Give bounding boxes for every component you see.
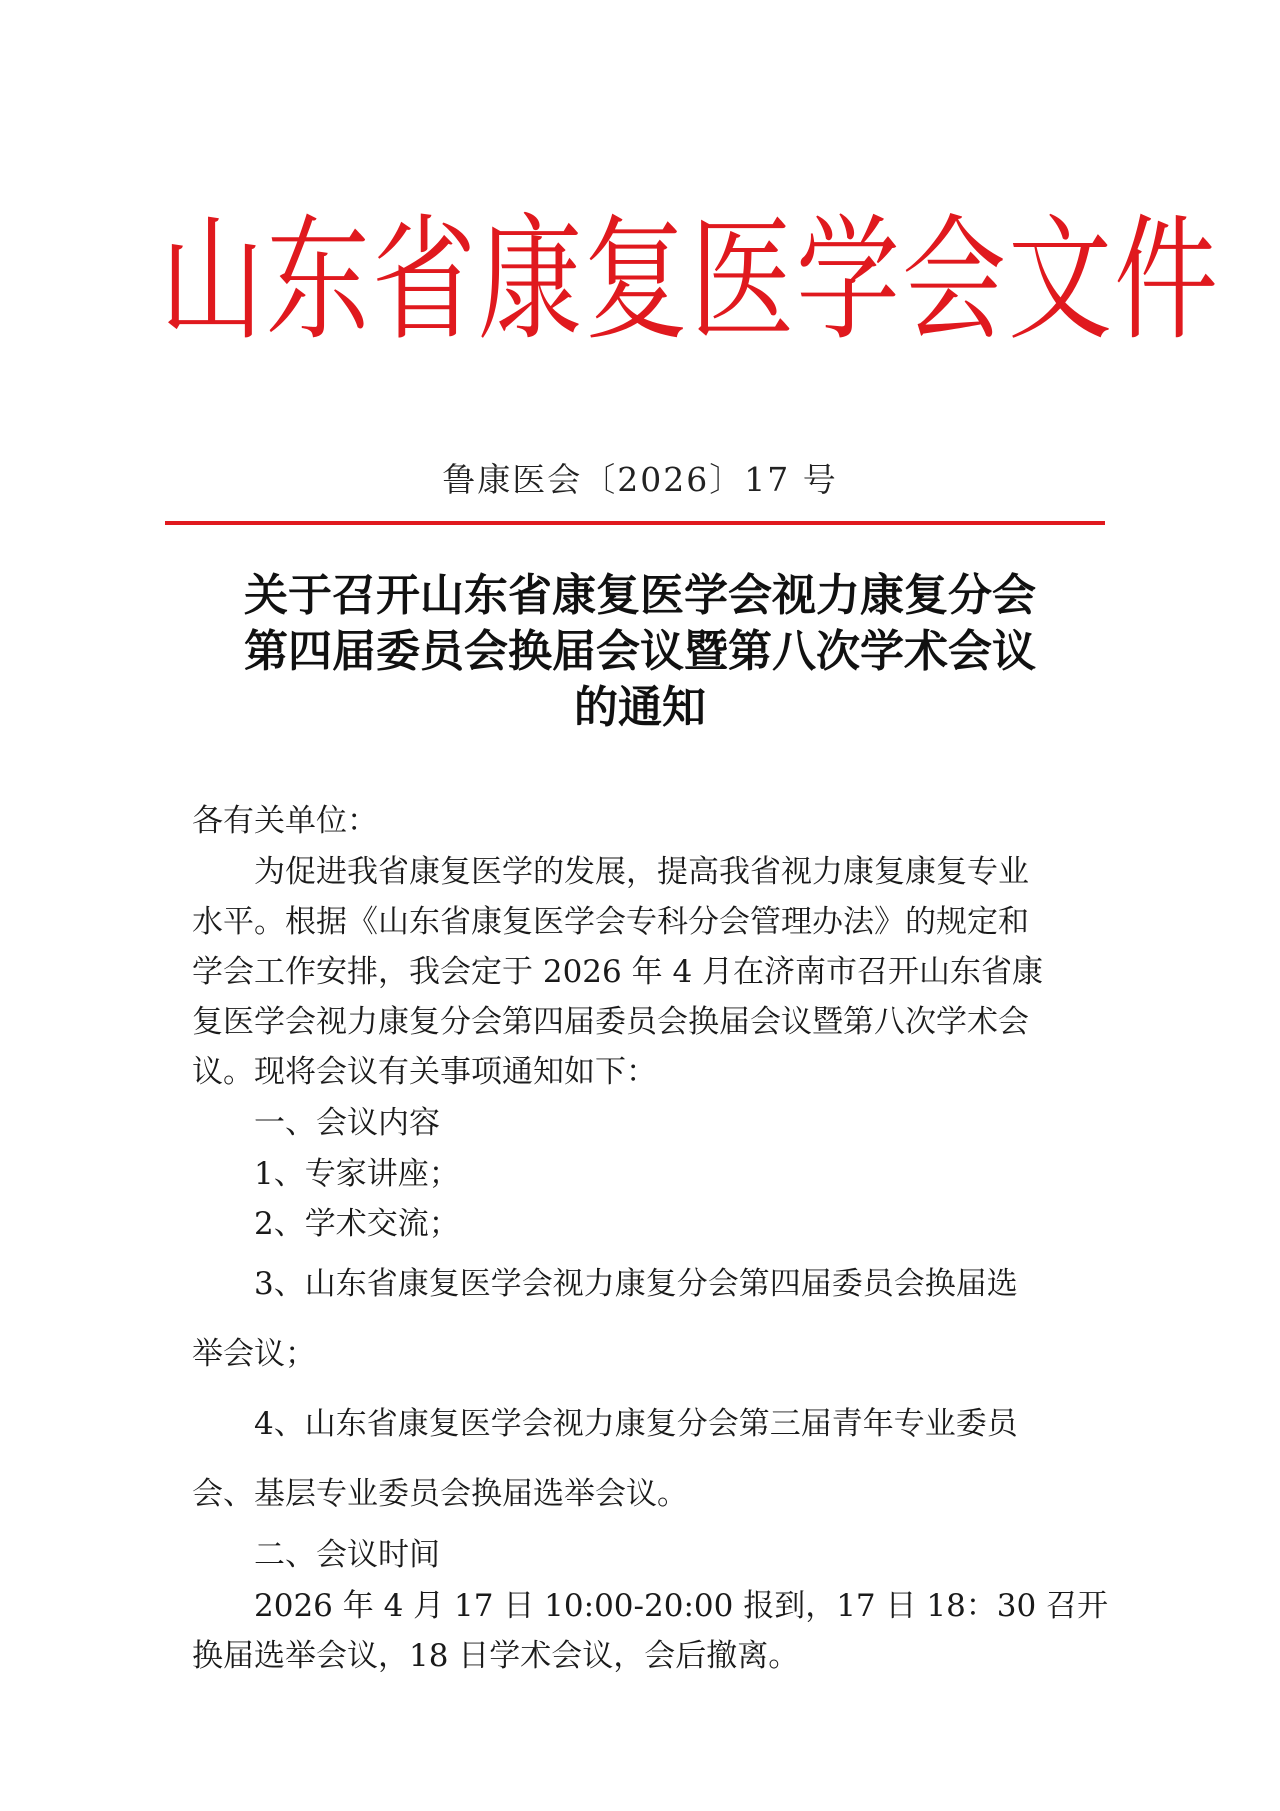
intro-line-4: 复医学会视力康复分会第四届委员会换届会议暨第八次学术会 [192,1004,1029,1040]
section1-item-3-line-2: 举会议； [192,1336,316,1372]
section1-item-3-line-1: 3、山东省康复医学会视力康复分会第四届委员会换届选 [254,1266,1018,1302]
section1-item-4-line-1: 4、山东省康复医学会视力康复分会第三届青年专业委员 [254,1406,1018,1442]
section1-item-2: 2、学术交流； [254,1206,460,1242]
salutation: 各有关单位： [192,803,378,839]
section1-item-1: 1、专家讲座； [254,1156,460,1192]
red-divider [165,521,1105,525]
title-line-2: 第四届委员会换届会议暨第八次学术会议 [244,626,1036,677]
intro-line-5: 议。现将会议有关事项通知如下： [192,1054,657,1090]
intro-line-2: 水平。根据《山东省康复医学会专科分会管理办法》的规定和 [192,904,1029,940]
title-line-1: 关于召开山东省康复医学会视力康复分会 [244,570,1036,621]
section2-heading: 二、会议时间 [254,1537,440,1573]
section1-heading: 一、会议内容 [254,1105,440,1141]
document-number: 鲁康医会〔2026〕17 号 [442,460,838,499]
section2-line-2: 换届选举会议，18 日学术会议，会后撤离。 [192,1638,800,1674]
masthead-title: 山东省康复医学会文件 [160,200,1221,360]
notice-title [180,568,1100,736]
intro-line-3: 学会工作安排，我会定于 2026 年 4 月在济南市召开山东省康 [192,954,1044,990]
section2-line-1: 2026 年 4 月 17 日 10:00-20:00 报到，17 日 18：30 召开 [254,1588,1109,1624]
intro-line-1: 为促进我省康复医学的发展，提高我省视力康复康复专业 [254,854,1029,890]
section1-item-4-line-2: 会、基层专业委员会换届选举会议。 [192,1476,688,1512]
title-line-3: 的通知 [574,682,706,733]
